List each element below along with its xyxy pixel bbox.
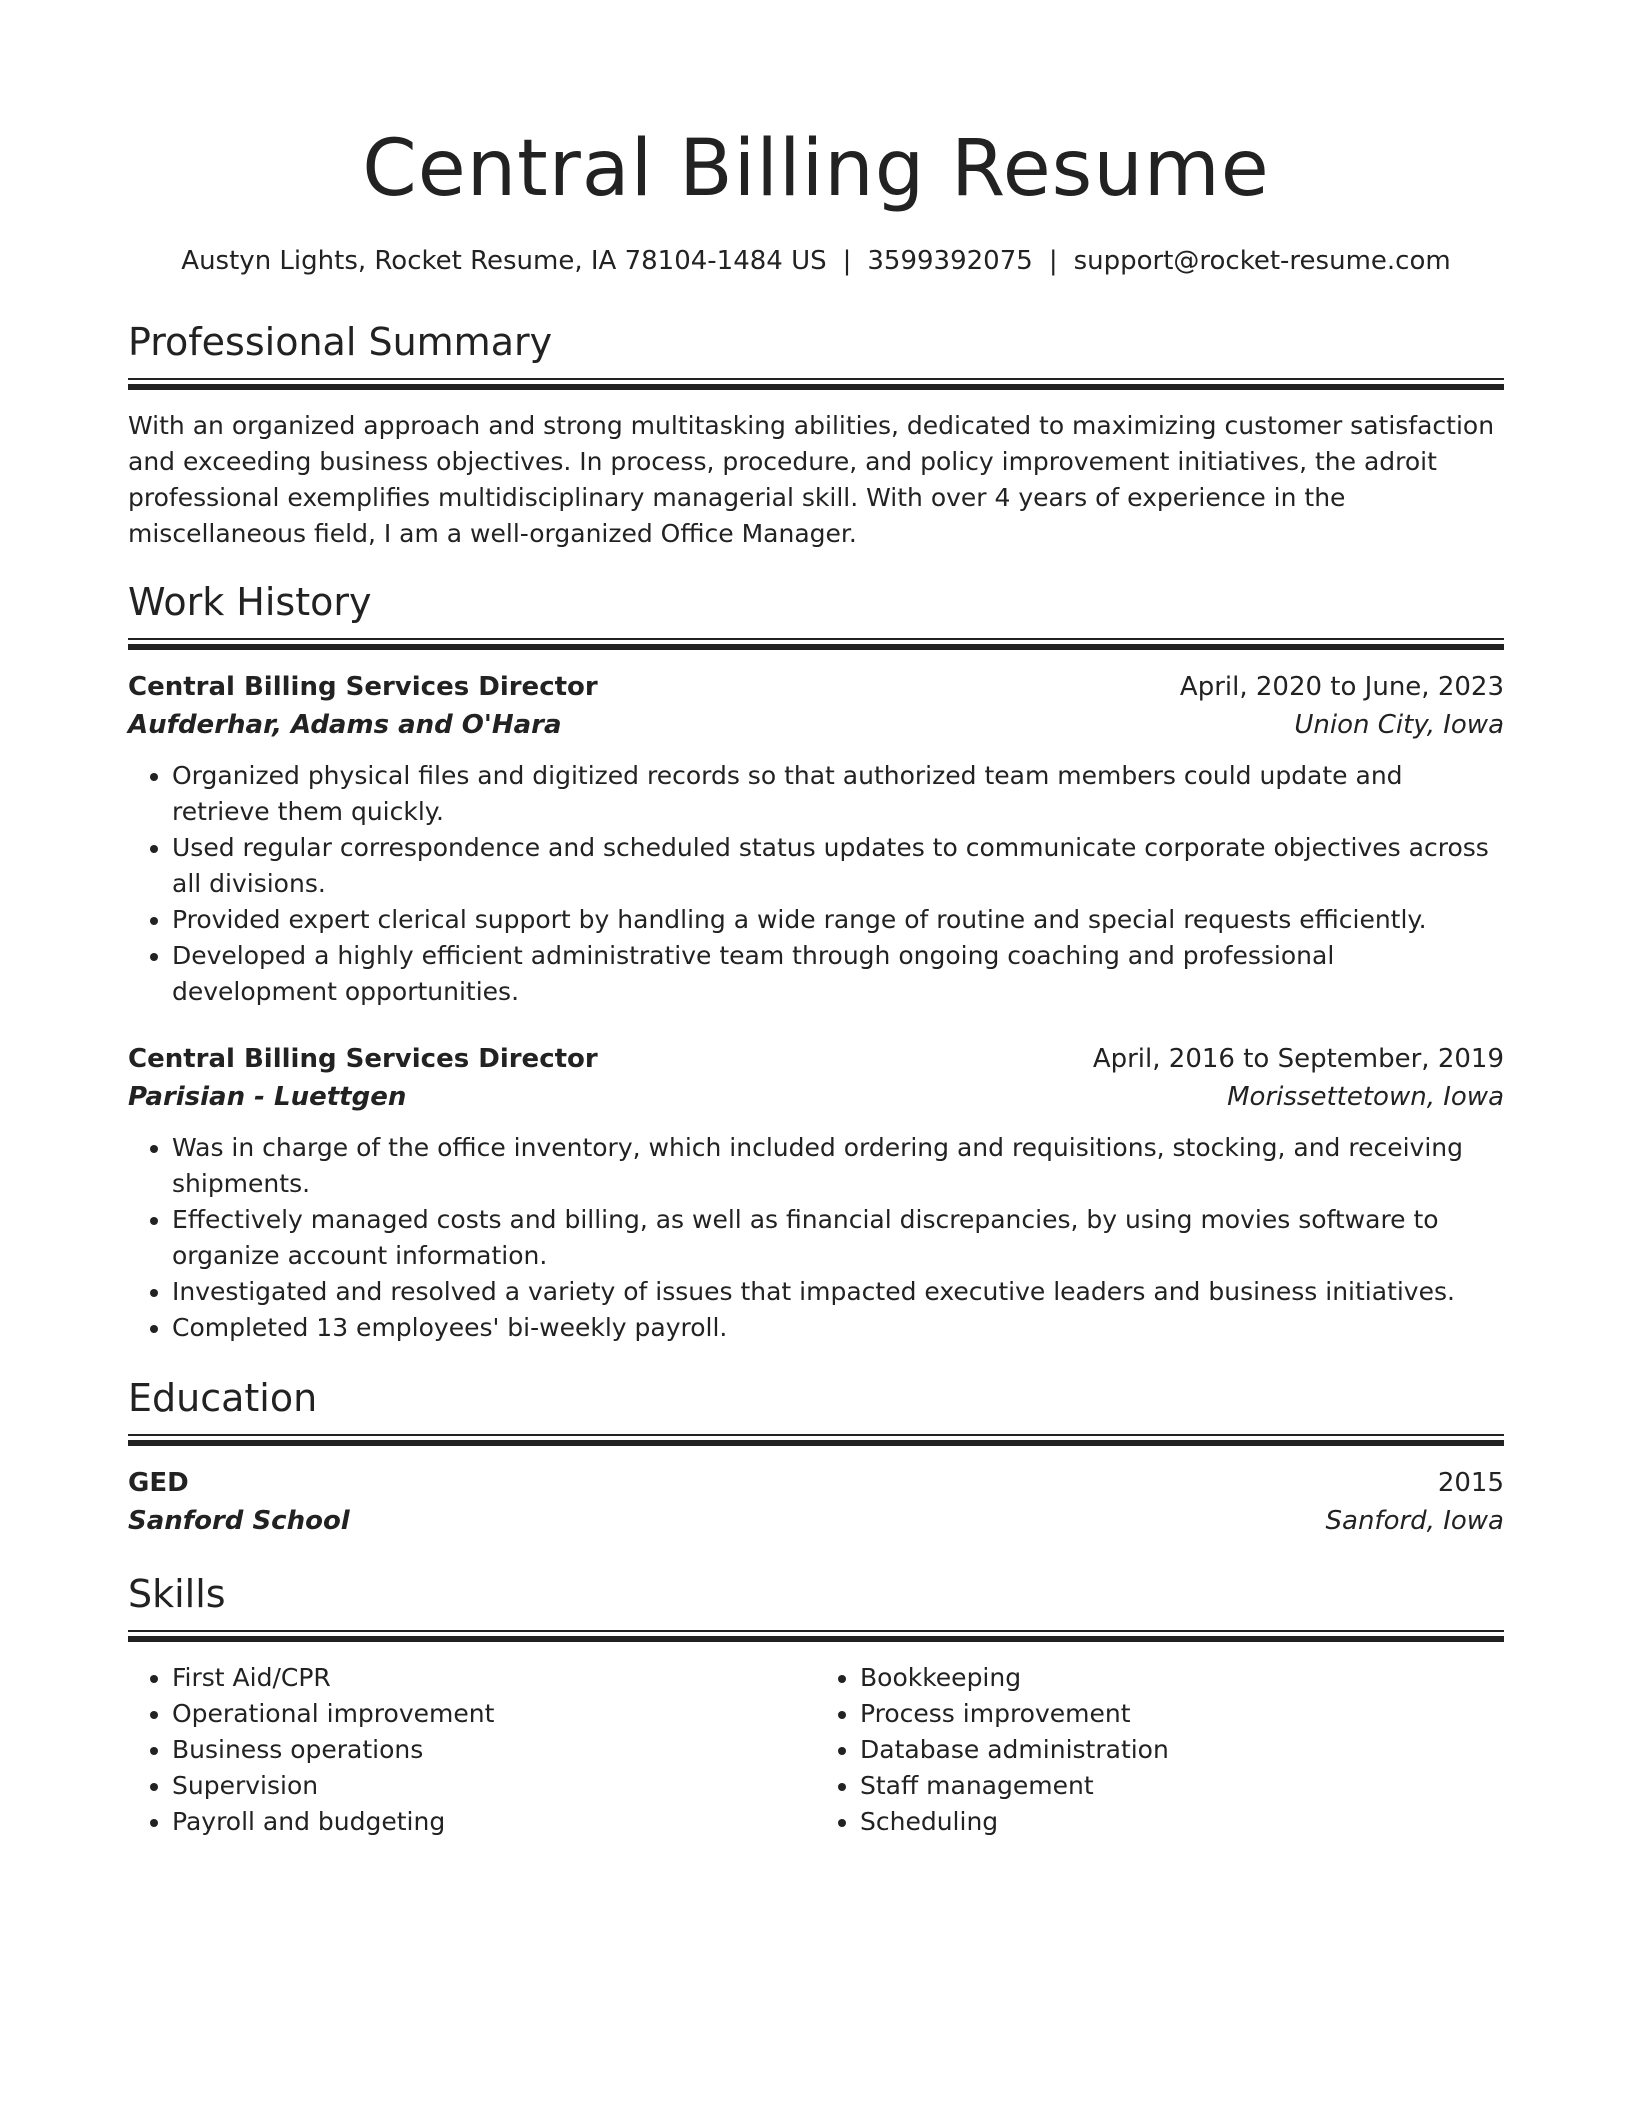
job-dates: April, 2016 to September, 2019 [1092,1044,1504,1074]
contact-separator: | [1048,246,1058,276]
skill-item: • Operational improvement [172,1696,816,1732]
skill-item: • Database administration [860,1732,1504,1768]
education-location: Sanford, Iowa [1325,1506,1504,1536]
skills-list [816,1660,1504,1840]
job-bullets [128,758,1504,1010]
section-divider [128,638,1504,650]
job-entry [128,668,1504,1010]
job-location: Union City, Iowa [1294,710,1504,740]
contact-email: support@rocket-resume.com [1073,246,1451,276]
skill-item: • Bookkeeping [860,1660,1504,1696]
section-divider [128,378,1504,390]
job-company: Aufderhar, Adams and O'Hara [128,710,562,740]
education-year: 2015 [1437,1468,1504,1498]
education-degree: GED [128,1468,189,1498]
job-bullet: • Effectively managed costs and billing, as well as financial discrepancies, by using movies software to organize account information. [172,1202,1504,1274]
job-entry [128,1040,1504,1346]
section-divider [128,1434,1504,1446]
skill-item: • First Aid/CPR [172,1660,816,1696]
work-history-section [128,578,1504,1346]
summary-heading: Professional Summary [128,320,553,364]
job-bullet: • Provided expert clerical support by handling a wide range of routine and special requests efficiently. [172,902,1504,938]
skill-item: • Supervision [172,1768,816,1804]
job-bullets [128,1130,1504,1346]
resume-title: Central Billing Resume [362,124,1270,214]
job-company: Parisian - Luettgen [128,1082,407,1112]
job-location: Morissettetown, Iowa [1227,1082,1504,1112]
skill-item: • Business operations [172,1732,816,1768]
skill-item: • Staff management [860,1768,1504,1804]
summary-section [128,318,1504,552]
skills-columns [128,1660,1504,1840]
work-history-heading: Work History [128,580,372,624]
job-bullet: • Investigated and resolved a variety of issues that impacted executive leaders and business initiatives. [172,1274,1504,1310]
skill-item: • Scheduling [860,1804,1504,1840]
contact-separator: | [842,246,852,276]
skills-section [128,1570,1504,1840]
job-bullet: • Organized physical files and digitized records so that authorized team members could update and retrieve them quickly. [172,758,1504,830]
skills-list [128,1660,816,1840]
skill-item: • Process improvement [860,1696,1504,1732]
education-school: Sanford School [128,1506,350,1536]
job-title: Central Billing Services Director [128,672,598,702]
job-bullet: • Developed a highly efficient administrative team through ongoing coaching and professional development opportunities. [172,938,1504,1010]
skills-heading: Skills [128,1572,226,1616]
education-heading: Education [128,1376,318,1420]
job-dates: April, 2020 to June, 2023 [1179,672,1504,702]
contact-phone: 3599392075 [867,246,1033,276]
job-title: Central Billing Services Director [128,1044,598,1074]
skills-column-left [128,1660,816,1840]
job-bullet: • Used regular correspondence and scheduled status updates to communicate corporate objectives across all divisions. [172,830,1504,902]
skill-item: • Payroll and budgeting [172,1804,816,1840]
job-bullet: • Completed 13 employees' bi-weekly payroll. [172,1310,1504,1346]
summary-text: With an organized approach and strong multitasking abilities, dedicated to maximizing customer satisfaction and exceeding business objectives. In process, procedure, and policy improvement initiatives, the adroit professional exemplifies multidisciplinary managerial skill. With over 4 years of experience in the miscellaneous field, I am a well-organized Office Manager. [128,411,1495,548]
contact-address: Austyn Lights, Rocket Resume, IA 78104-1484 US [181,246,827,276]
resume-page [128,0,1504,1840]
skills-column-right [816,1660,1504,1840]
section-divider [128,1630,1504,1642]
education-section [128,1374,1504,1540]
job-bullet: • Was in charge of the office inventory, which included ordering and requisitions, stocking, and receiving shipments. [172,1130,1504,1202]
contact-line [128,244,1504,278]
